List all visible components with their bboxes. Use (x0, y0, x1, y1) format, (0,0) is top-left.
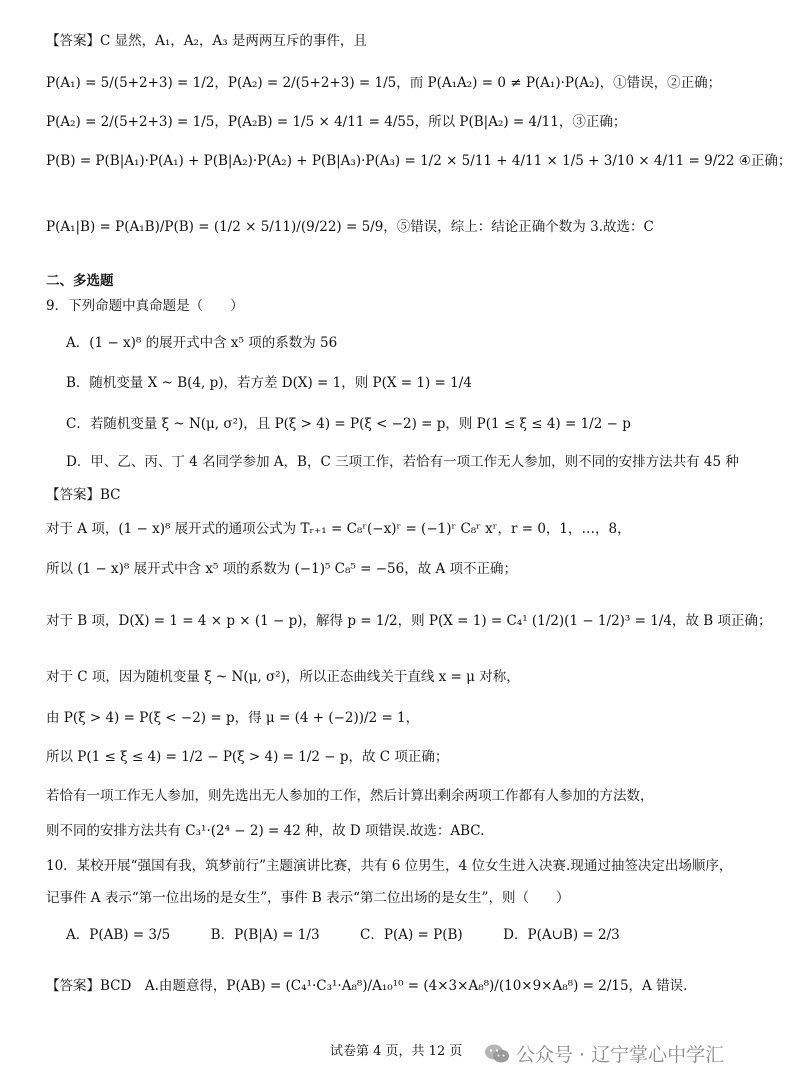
text-line: 对于 C 项，因为随机变量 ξ ~ N(μ, σ²)，所以正态曲线关于直线 x = μ 对称， (46, 669, 520, 685)
text-line: 【答案】C 显然，A₁，A₂，A₃ 是两两互斥的事件，且 (46, 33, 367, 49)
section-heading: 二、多选题 (46, 273, 114, 289)
option-c: C．若随机变量 ξ ~ N(μ, σ²)，且 P(ξ > 4) = P(ξ < −2) = p，则 P(1 ≤ ξ ≤ 4) = 1/2 − p (66, 416, 631, 432)
option-a: A．(1 − x)⁸ 的展开式中含 x⁵ 项的系数为 56 (66, 335, 338, 351)
answer-label: 【答案】BC (46, 487, 121, 503)
watermark (484, 1040, 724, 1067)
text-line: 对于 B 项，D(X) = 1 = 4 × p × (1 − p)，解得 p = 1/2，则 P(X = 1) = C₄¹ (1/2)(1 − 1/2)³ = 1/4，故 B 项正确； (46, 613, 772, 629)
text-line: P(B) = P(B|A₁)·P(A₁) + P(B|A₂)·P(A₂) + P(B|A₃)·P(A₃) = 1/2 × 5/11 + 4/11 × 1/5 + 3/10 × 4/11 = 9/22 ④正确； (46, 153, 792, 169)
text-line: 由 P(ξ > 4) = P(ξ < −2) = p，得 μ = (4 + (−2))/2 = 1， (46, 710, 420, 726)
text-line: P(A₁) = 5/(5+2+3) = 1/2，P(A₂) = 2/(5+2+3) = 1/5，而 P(A₁A₂) = 0 ≠ P(A₁)·P(A₂)，①错误，②正确； (46, 75, 722, 91)
text-line: 则不同的安排方法共有 C₃¹·(2⁴ − 2) = 42 种，故 D 项错误.故选：ABC. (46, 823, 485, 839)
text-line: P(A₁|B) = P(A₁B)/P(B) = (1/2 × 5/11)/(9/22) = 5/9，⑤错误，综上：结论正确个数为 3.故选：C (46, 219, 654, 235)
answer-10: 【答案】BCD A.由题意得，P(AB) = (C₄¹·C₃¹·A₈⁸)/A₁₀¹⁰ = (4×3×A₈⁸)/(10×9×A₈⁸) = 2/15，A 错误. (46, 978, 688, 994)
text-line: 若恰有一项工作无人参加，则先选出无人参加的工作，然后计算出剩余两项工作都有人参加的方法数， (46, 788, 654, 804)
question-stem: 记事件 A 表示“第一位出场的是女生”，事件 B 表示“第二位出场的是女生”，则（ ） (46, 890, 570, 906)
text-line: P(A₂) = 2/(5+2+3) = 1/5，P(A₂B) = 1/5 × 4/11 = 4/55，所以 P(B|A₂) = 4/11，③正确； (46, 114, 627, 130)
wechat-icon (484, 1043, 510, 1065)
text-line: 所以 P(1 ≤ ξ ≤ 4) = 1/2 − P(ξ > 4) = 1/2 − p，故 C 项正确； (46, 749, 449, 765)
watermark-text: 公众号 · 辽宁掌心中学汇 (516, 1044, 725, 1066)
options-row: A．P(AB) = 3/5 B．P(B|A) = 1/3 C．P(A) = P(B) D．P(A∪B) = 2/3 (66, 927, 620, 943)
question-stem: 9．下列命题中真命题是（ ） (46, 298, 244, 314)
option-b: B．随机变量 X ~ B(4, p)，若方差 D(X) = 1，则 P(X = 1) = 1/4 (66, 375, 472, 391)
text-line: 对于 A 项，(1 − x)⁸ 展开式的通项公式为 Tᵣ₊₁ = C₈ʳ(−x)ʳ = (−1)ʳ C₈ʳ xʳ，r = 0，1，…，8， (46, 521, 631, 537)
option-d: D．甲、乙、丙、丁 4 名同学参加 A，B，C 三项工作，若恰有一项工作无人参加，则不同的安排方法共有 45 种 (66, 454, 739, 470)
question-stem: 10．某校开展“强国有我，筑梦前行”主题演讲比赛，共有 6 位男生，4 位女生进入决赛.现通过抽签决定出场顺序， (46, 858, 733, 874)
page-footer: 试卷第 4 页，共 12 页 (330, 1044, 463, 1059)
text-line: 所以 (1 − x)⁸ 展开式中含 x⁵ 项的系数为 (−1)⁵ C₈⁵ = −56，故 A 项不正确； (46, 561, 518, 577)
